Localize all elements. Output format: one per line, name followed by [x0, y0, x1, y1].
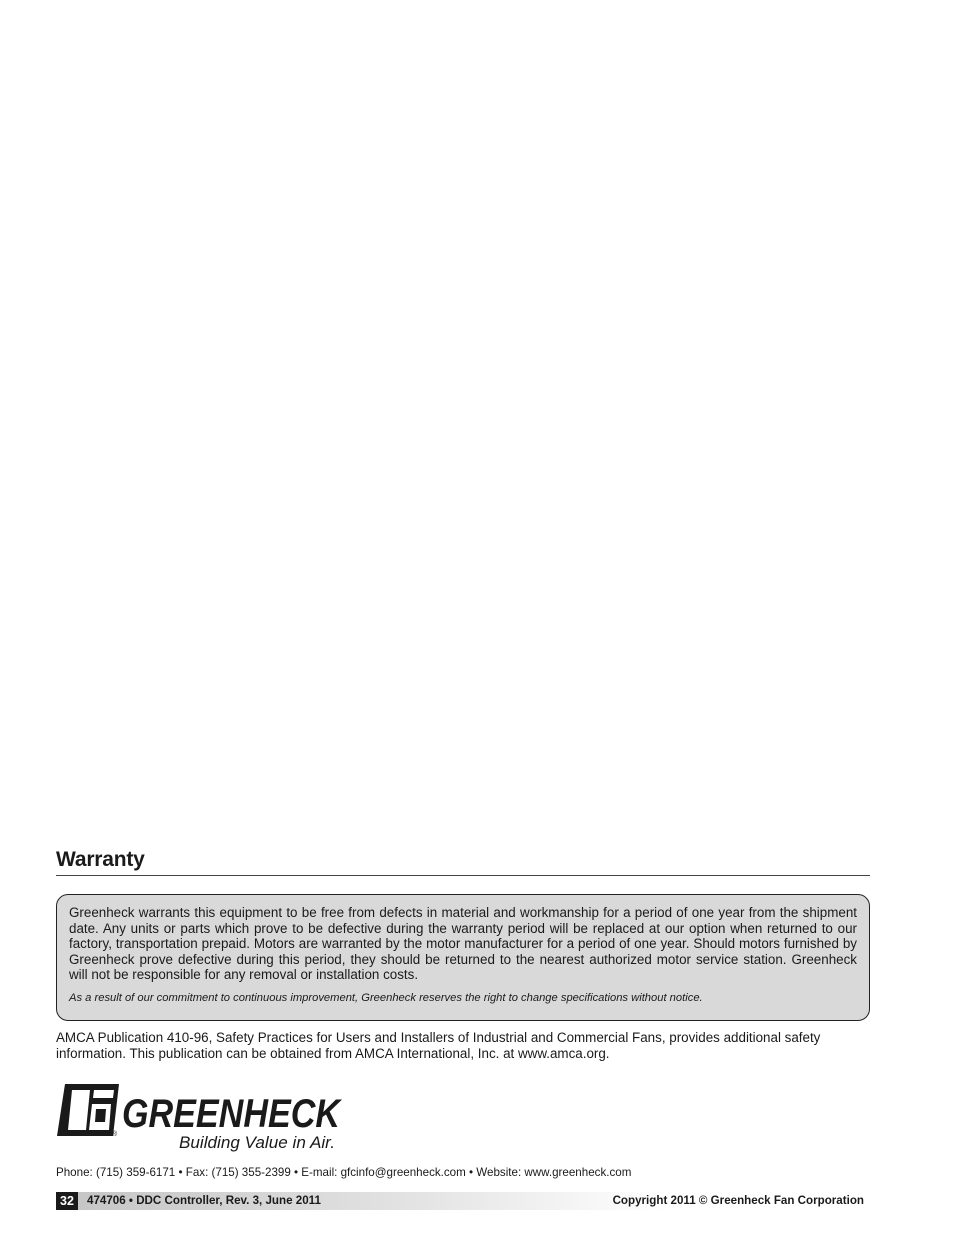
- specifications-note: As a result of our commitment to continuous improvement, Greenheck reserves the right to change specifications without notice.: [69, 991, 703, 1004]
- page-number: 32: [56, 1192, 78, 1210]
- brand-tagline: Building Value in Air.: [179, 1133, 335, 1152]
- page-footer: [56, 1192, 870, 1210]
- brand-wordmark: GREENHECK: [122, 1092, 343, 1136]
- warranty-box: [56, 894, 870, 1021]
- warranty-heading: Warranty: [56, 848, 145, 871]
- greenheck-logo: [56, 1082, 346, 1154]
- registered-mark: ®: [112, 1131, 118, 1138]
- greenheck-emblem-icon: [57, 1084, 119, 1136]
- warranty-text: Greenheck warrants this equipment to be free from defects in material and workmanship for a period of one year from the shipment date. Any units or parts which prove to be defective during the warranty period will be replaced at our option when returned to our factory, transportation prepaid. Motors are warranted by the motor manufacturer for a period of one year. Should motors furnished by Greenheck prove defective during this period, they should be returned to the nearest authorized motor service station. Greenheck will not be responsible for any removal or installation costs.: [69, 905, 857, 983]
- copyright: Copyright 2011 © Greenheck Fan Corporation: [612, 1194, 864, 1207]
- document-info: 474706 • DDC Controller, Rev. 3, June 2011: [87, 1194, 321, 1207]
- heading-divider: [56, 875, 870, 876]
- contact-line: Phone: (715) 359-6171 • Fax: (715) 355-2399 • E-mail: gfcinfo@greenheck.com • Website: www.greenheck.com: [56, 1166, 632, 1179]
- amca-safety-note: AMCA Publication 410-96, Safety Practices for Users and Installers of Industrial and Commercial Fans, provides additional safety information. This publication can be obtained from AMCA International, Inc. at www.amca.org.: [56, 1030, 821, 1061]
